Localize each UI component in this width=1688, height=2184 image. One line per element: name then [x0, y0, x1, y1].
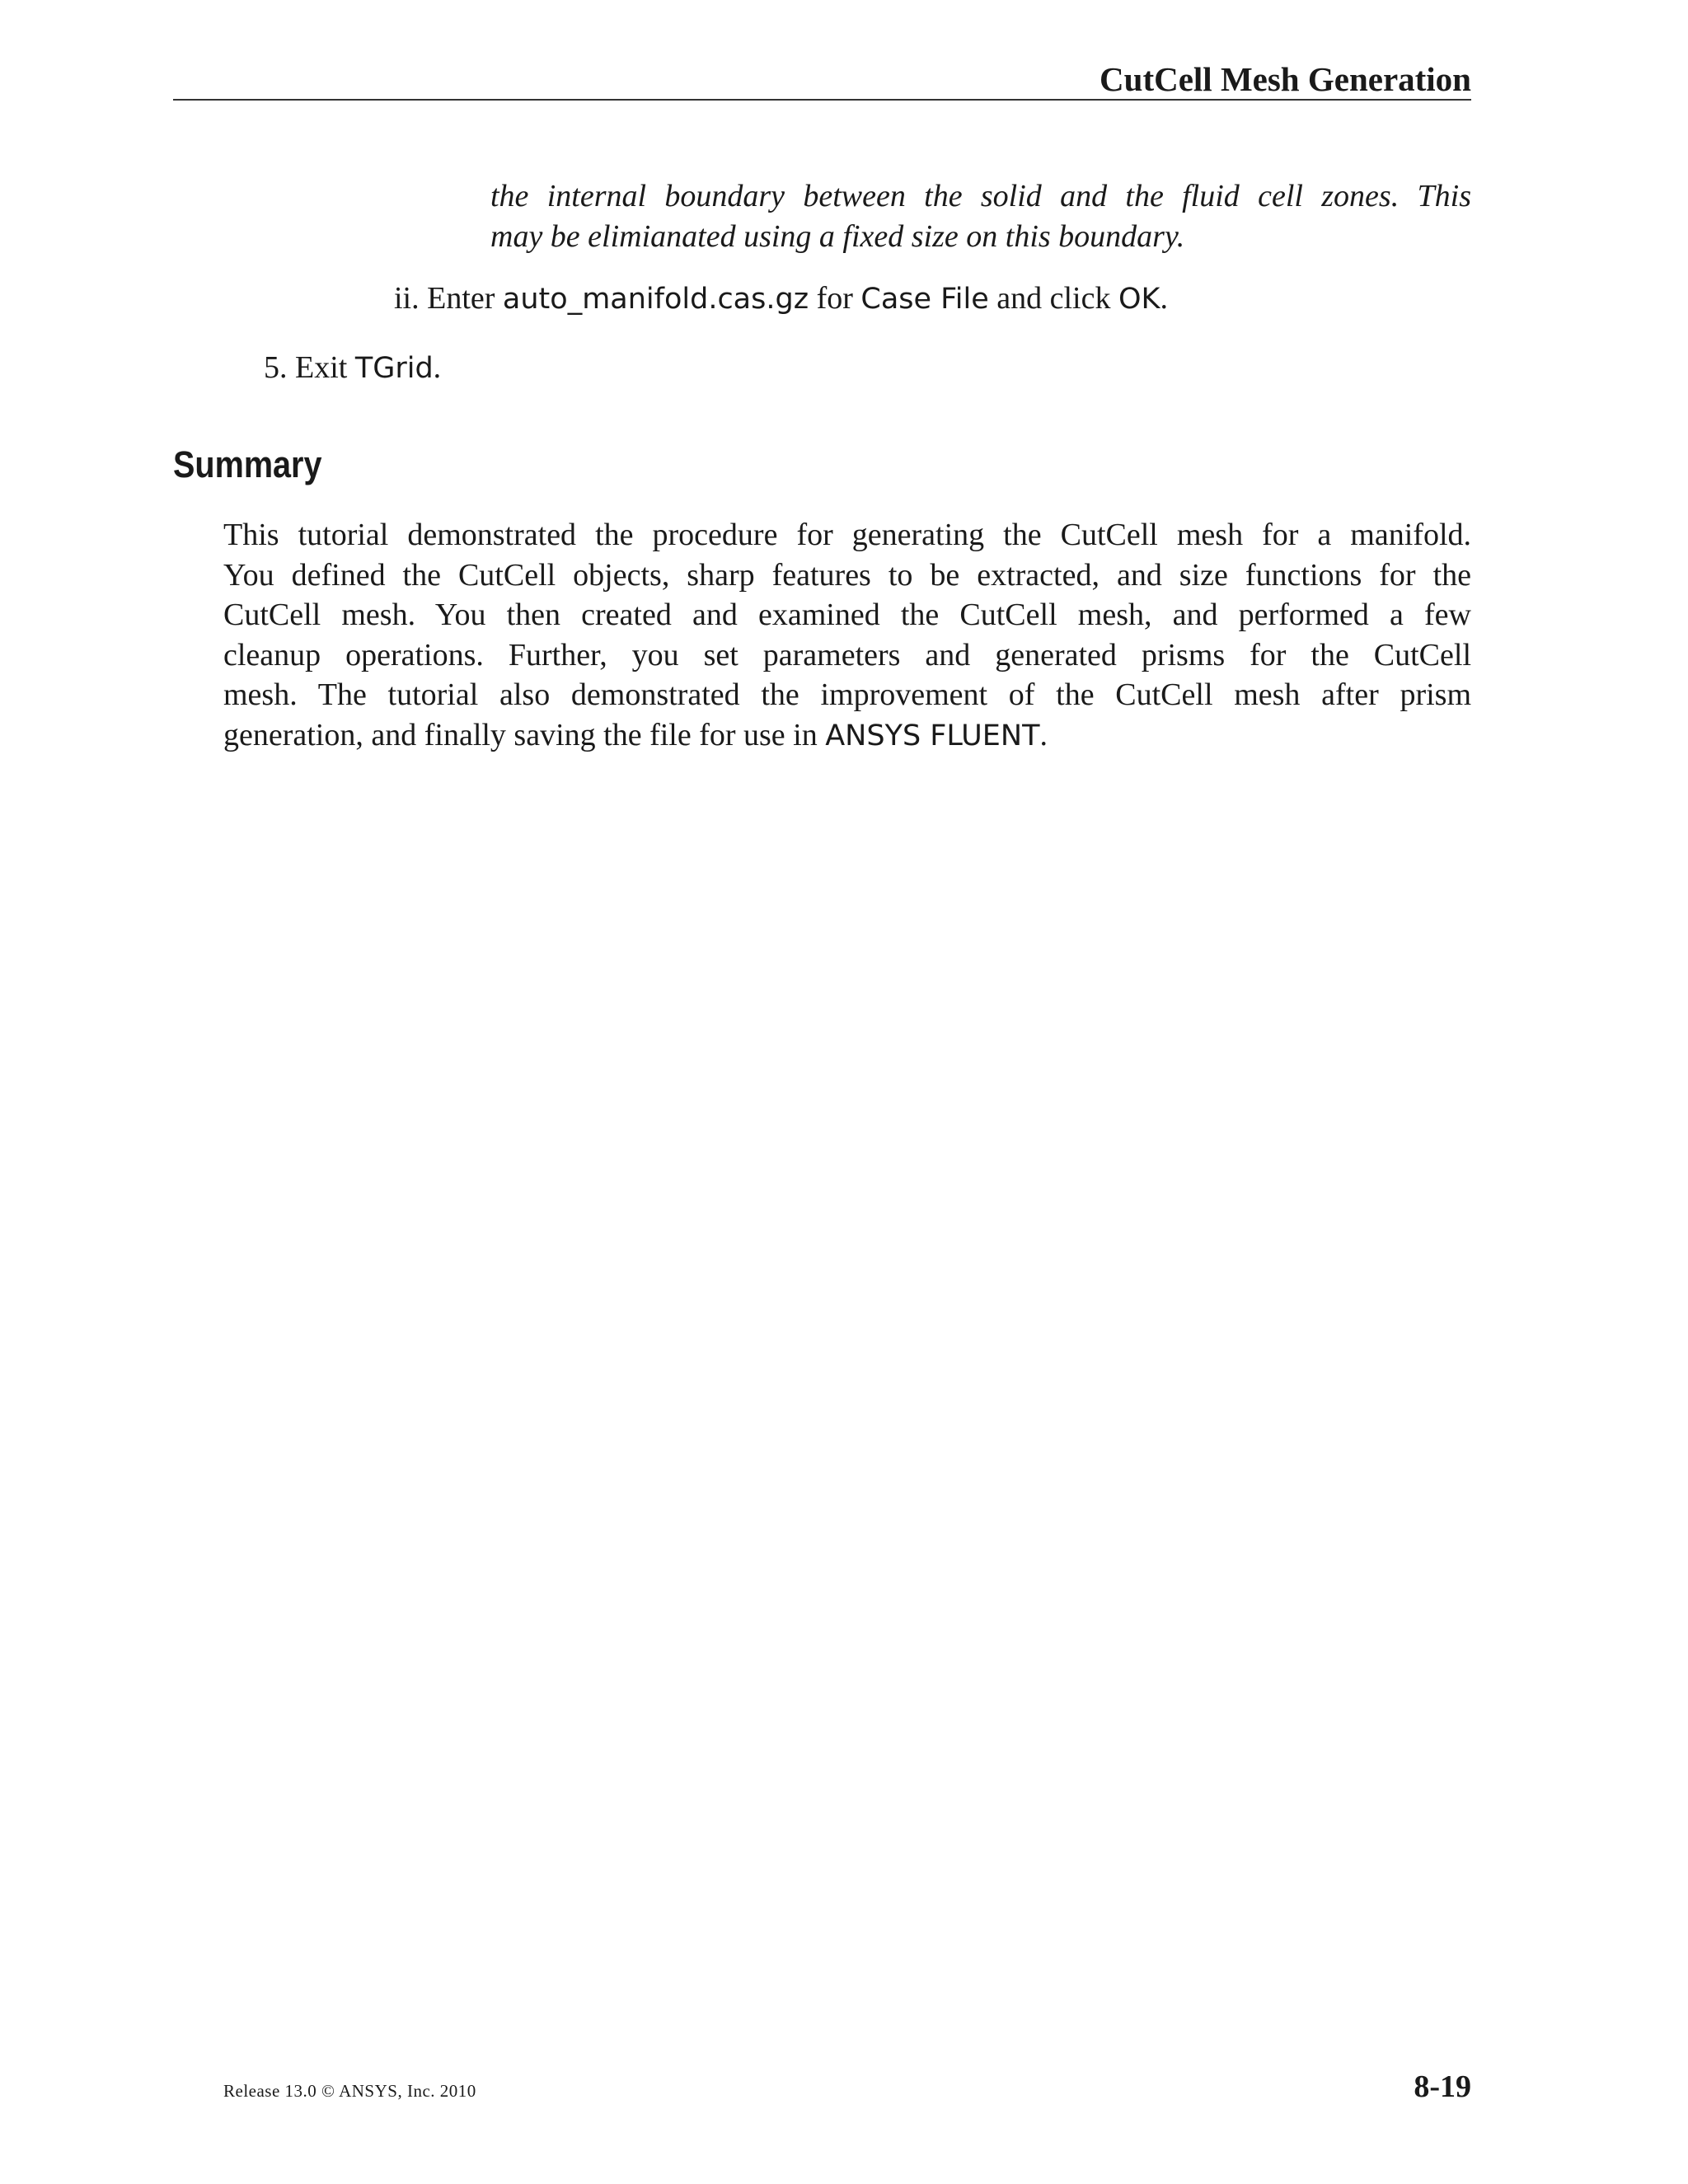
note-line-2: may be elimianated using a fixed size on this boundary.: [490, 219, 1185, 254]
footer-release-info: Release 13.0 © ANSYS, Inc. 2010: [223, 2081, 476, 2101]
summary-line-5: mesh. The tutorial also demonstrated the improvement of the CutCell mesh after prism: [223, 677, 1471, 712]
summary-heading: Summary: [173, 443, 322, 485]
note-line-1: the internal boundary between the solid and the fluid cell zones. This: [490, 179, 1471, 213]
summary-last-line-text: generation, and finally saving the file for use in: [223, 717, 818, 752]
step-5: [264, 349, 441, 386]
note-paragraph: [490, 176, 1471, 257]
summary-line-6: [223, 715, 1471, 757]
running-header-title: CutCell Mesh Generation: [1100, 60, 1471, 98]
step-ii-text-before: Enter: [427, 281, 495, 316]
header-rule: [173, 99, 1471, 101]
tgrid-app-name: TGrid: [354, 352, 434, 385]
summary-line-1: This tutorial demonstrated the procedure for generating the CutCell mesh for a manifold.: [223, 518, 1471, 552]
summary-last-period: .: [1039, 717, 1048, 752]
summary-paragraph: [223, 515, 1471, 756]
step-ii-text-middle: for: [816, 281, 853, 316]
step-ii-text-after: and click: [996, 281, 1111, 316]
summary-line-3: CutCell mesh. You then created and examined the CutCell mesh, and performed a few: [223, 598, 1471, 632]
step-5-period: .: [433, 350, 442, 385]
step-ii-period: .: [1160, 281, 1168, 316]
ok-button-label: OK: [1118, 283, 1160, 316]
step-ii-marker: ii.: [394, 281, 420, 316]
footer-page-number: 8-19: [1414, 2069, 1471, 2104]
case-filename: auto_manifold.cas.gz: [502, 283, 809, 316]
summary-line-4: cleanup operations. Further, you set parameters and generated prisms for the CutCell: [223, 637, 1471, 673]
case-file-field-label: Case File: [860, 283, 989, 316]
step-5-text-before: Exit: [295, 350, 348, 385]
step-ii: [394, 280, 1168, 316]
summary-line-2: You defined the CutCell objects, sharp features to be extracted, and size functions for the: [223, 557, 1471, 593]
step-5-marker: 5.: [264, 350, 288, 385]
ansys-fluent-product-name: ANSYS FLUENT: [825, 719, 1040, 752]
